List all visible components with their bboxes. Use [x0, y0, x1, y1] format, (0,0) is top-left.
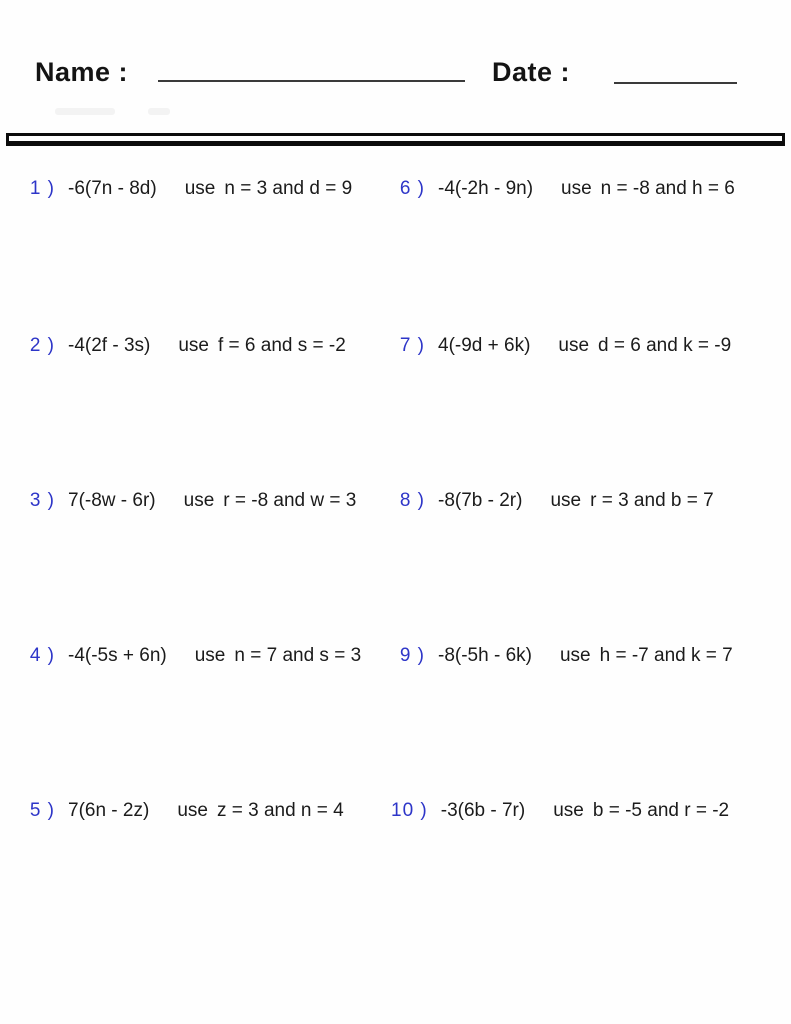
- problem-substitution: n = -8 and h = 6: [600, 178, 735, 199]
- problem-item-2: [21, 335, 346, 357]
- problem-number: 8 ): [399, 490, 425, 511]
- use-label: use: [177, 800, 208, 821]
- problem-substitution: d = 6 and k = -9: [598, 335, 732, 356]
- use-label: use: [550, 490, 582, 511]
- faint-smudge: [148, 108, 170, 115]
- problem-item-10: [391, 800, 729, 822]
- problem-expression: -8(-5h - 6k): [438, 645, 532, 666]
- problem-number: 2 ): [29, 335, 55, 356]
- problem-number: 1 ): [29, 178, 55, 199]
- problem-expression: -4(2f - 3s): [68, 335, 151, 356]
- problem-item-9: [391, 645, 733, 667]
- problem-number: 5 ): [29, 800, 55, 821]
- problem-substitution: b = -5 and r = -2: [592, 800, 730, 821]
- date-blank-line: [614, 82, 737, 84]
- use-label: use: [194, 645, 226, 666]
- problem-item-4: [21, 645, 361, 667]
- use-label: use: [558, 335, 590, 356]
- problem-substitution: f = 6 and s = -2: [218, 335, 346, 356]
- header-divider-rule: [6, 133, 785, 146]
- problem-expression: 7(6n - 2z): [68, 800, 150, 821]
- problem-number: 7 ): [399, 335, 425, 356]
- problem-expression: 4(-9d + 6k): [438, 335, 531, 356]
- date-label: Date :: [492, 57, 571, 87]
- problem-number: 4 ): [29, 645, 55, 666]
- name-label: Name :: [35, 57, 129, 87]
- problem-substitution: r = 3 and b = 7: [590, 490, 714, 511]
- problem-number: 9 ): [399, 645, 425, 666]
- problem-expression: -4(-5s + 6n): [68, 645, 167, 666]
- problem-expression: 7(-8w - 6r): [68, 490, 156, 511]
- use-label: use: [183, 490, 215, 511]
- problem-expression: -8(7b - 2r): [438, 490, 523, 511]
- use-label: use: [178, 335, 209, 356]
- problem-expression: -6(7n - 8d): [68, 178, 157, 199]
- problem-substitution: z = 3 and n = 4: [216, 800, 344, 821]
- use-label: use: [559, 645, 591, 666]
- problem-substitution: h = -7 and k = 7: [599, 645, 733, 666]
- name-blank-line: [158, 80, 465, 82]
- problem-item-8: [391, 490, 714, 512]
- problem-number: 3 ): [29, 490, 55, 511]
- problem-number: 6 ): [399, 178, 425, 199]
- use-label: use: [553, 800, 584, 821]
- problem-expression: -4(-2h - 9n): [438, 178, 534, 199]
- problem-item-5: [21, 800, 344, 822]
- problem-item-3: [21, 490, 356, 512]
- problem-item-7: [391, 335, 731, 357]
- problem-item-1: [21, 178, 352, 200]
- problem-substitution: r = -8 and w = 3: [223, 490, 357, 511]
- problem-number: 10 ): [391, 800, 428, 821]
- use-label: use: [561, 178, 592, 199]
- problem-substitution: n = 3 and d = 9: [224, 178, 353, 199]
- faint-smudge: [55, 108, 115, 115]
- problem-substitution: n = 7 and s = 3: [234, 645, 362, 666]
- use-label: use: [184, 178, 216, 199]
- problem-item-6: [391, 178, 735, 200]
- problem-expression: -3(6b - 7r): [440, 800, 526, 821]
